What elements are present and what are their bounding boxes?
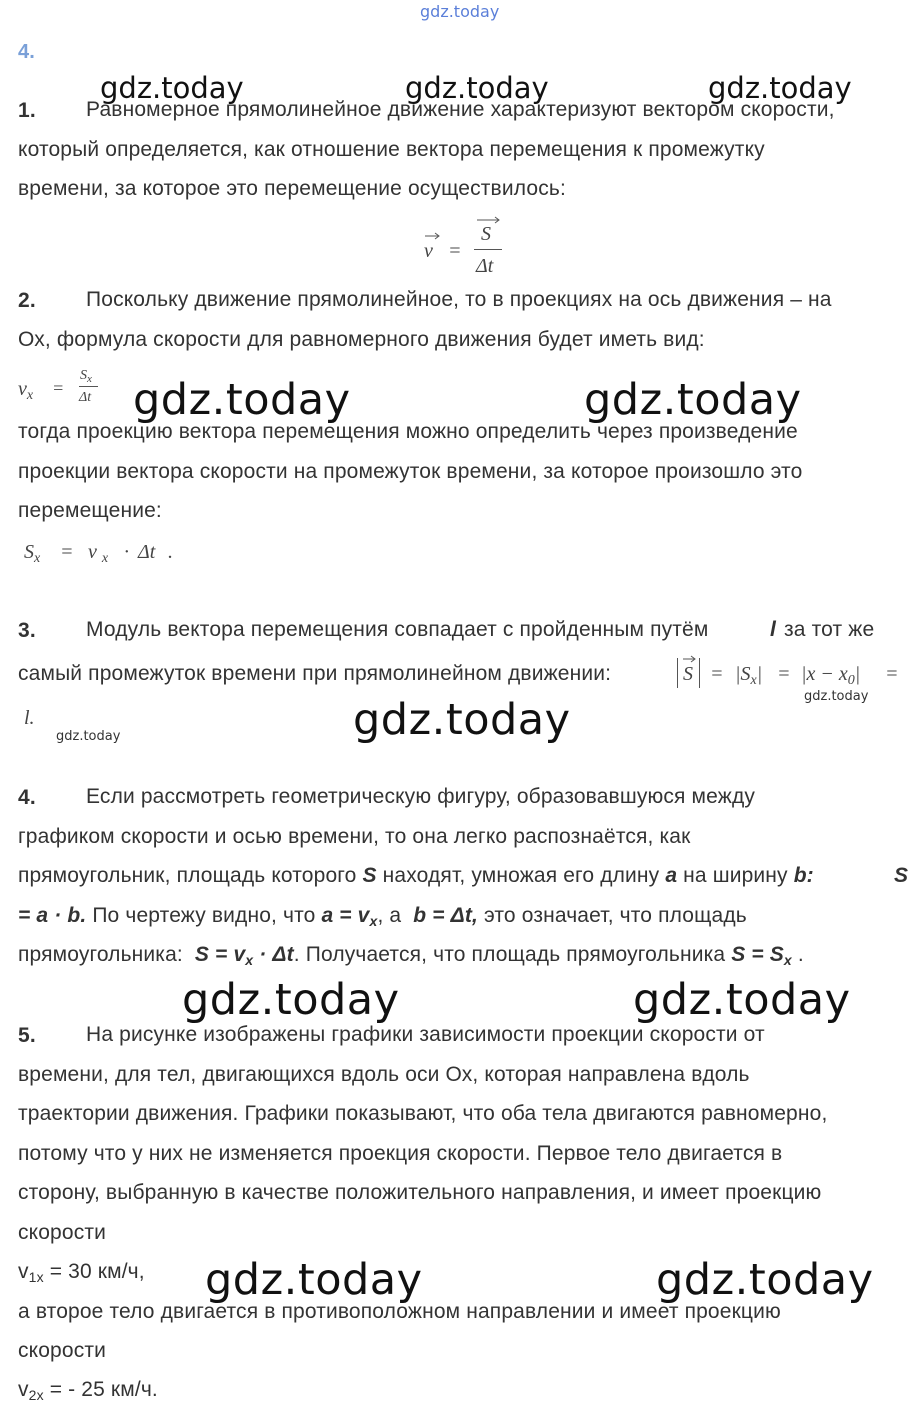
paragraph-line: прямоугольника: $S = v_x \cdot \Delta t$. Получается, что площадь прямоугольника $S = S_x$ .: [18, 943, 804, 968]
paragraph-line: перемещение:: [18, 499, 162, 522]
formula-eq: =: [60, 541, 74, 563]
watermark: gdz.today: [584, 375, 802, 425]
formula-eq: =: [885, 663, 899, 685]
formula-numerator: S: [481, 223, 491, 245]
vector-arrow-icon: [424, 231, 442, 241]
paragraph-line: а второе тело двигается в противоположном направлении и имеет проекцию: [18, 1300, 781, 1323]
formula-denominator: Δt: [476, 255, 494, 277]
paragraph-line: Ох, формула скорости для равномерного движения будет иметь вид:: [18, 328, 705, 351]
paragraph-line: = a · b. По чертежу видно, что $a = v_x$, а b = Δt, это означает, что площадь: [18, 904, 747, 929]
paragraph-line: который определяется, как отношение вектора перемещения к промежутку: [18, 138, 765, 161]
formula-s: S: [683, 663, 693, 685]
formula-end: .: [168, 541, 173, 563]
paragraph-line: Равномерное прямолинейное движение характеризуют вектором скорости,: [86, 98, 835, 121]
paragraph-line: времени, для тел, двигающихся вдоль оси Ох, которая направлена вдоль: [18, 1063, 750, 1086]
watermark: gdz.today: [405, 71, 549, 105]
formula-l: l.: [24, 707, 35, 729]
formula-dt: Δt: [138, 541, 156, 563]
paragraph-line: Модуль вектора перемещения совпадает с пройденным путём: [86, 618, 709, 641]
paragraph-line: траектории движения. Графики показывают, что оба тела двигаются равномерно,: [18, 1102, 828, 1125]
vector-arrow-icon: [476, 215, 502, 225]
fraction-bar: [79, 386, 98, 387]
formula-sx: $S_x$: [24, 541, 41, 566]
watermark: gdz.today: [656, 1255, 874, 1305]
formula-denominator: Δt: [79, 390, 92, 405]
formula-eq: =: [52, 378, 65, 398]
formula-sx: $|S_x|$: [735, 663, 763, 688]
paragraph-line: за тот же: [784, 618, 875, 641]
watermark: gdz.today: [353, 695, 571, 745]
abs-bar: [677, 658, 678, 688]
paragraph-line: скорости: [18, 1339, 107, 1362]
paragraph-line: проекции вектора скорости на промежуток времени, за которое произошло это: [18, 460, 803, 483]
item-number: 4.: [18, 786, 36, 809]
watermark: gdz.today: [205, 1255, 423, 1305]
paragraph-line: Поскольку движение прямолинейное, то в проекциях на ось движения – на: [86, 288, 832, 311]
abs-bar: [699, 658, 700, 688]
item-number: 5.: [18, 1024, 36, 1047]
paragraph-line: прямоугольник, площадь которого S находят, умножая его длину a на ширину b:: [18, 864, 814, 887]
watermark: gdz.today: [100, 71, 244, 105]
symbol-S: S: [894, 864, 909, 887]
paragraph-line: сторону, выбранную в качестве положительного направления, и имеет проекцию: [18, 1181, 822, 1204]
symbol-l: l: [770, 618, 776, 641]
formula-numerator: $S_x$: [80, 368, 92, 385]
paragraph-line: времени, за которое это перемещение осуществилось:: [18, 177, 566, 200]
velocity-v2: $v_{2x}$ = - 25 км/ч.: [18, 1378, 158, 1403]
watermark: gdz.today: [133, 375, 351, 425]
velocity-v1: $v_{1x} = 30$ км/ч,: [18, 1260, 145, 1285]
watermark: gdz.today: [804, 689, 869, 704]
paragraph-line: самый промежуток времени при прямолинейном движении:: [18, 662, 612, 685]
watermark: gdz.today: [708, 71, 852, 105]
vector-arrow-icon: [682, 655, 698, 664]
paragraph-line: Если рассмотреть геометрическую фигуру, образовавшуюся между: [86, 785, 755, 808]
formula-dot: ·: [124, 541, 129, 563]
paragraph-line: потому что у них не изменяется проекция скорости. Первое тело двигается в: [18, 1142, 783, 1165]
item-number: 3.: [18, 619, 36, 642]
formula-x-x0: $|x - x_0|$: [801, 663, 861, 688]
paragraph-line: На рисунке изображены графики зависимости проекции скорости от: [86, 1023, 765, 1046]
watermark: gdz.today: [633, 975, 851, 1025]
formula-eq: =: [448, 240, 462, 262]
item-number: 1.: [18, 99, 36, 122]
paragraph-line: тогда проекцию вектора перемещения можно определить через произведение: [18, 420, 798, 443]
formula-vx: v $_x$: [88, 541, 109, 566]
paragraph-line: скорости: [18, 1221, 107, 1244]
item-number: 2.: [18, 289, 36, 312]
formula-v-lhs: v: [424, 240, 433, 262]
formula-eq: =: [710, 663, 724, 685]
section-number: 4.: [18, 41, 35, 63]
paragraph-line: графиком скорости и осью времени, то она легко распознаётся, как: [18, 825, 691, 848]
fraction-bar: [474, 249, 502, 250]
watermark-top[interactable]: gdz.today: [420, 2, 500, 21]
formula-vx: $v_x$: [18, 378, 34, 403]
watermark: gdz.today: [56, 729, 121, 744]
formula-eq: =: [777, 663, 791, 685]
watermark: gdz.today: [182, 975, 400, 1025]
